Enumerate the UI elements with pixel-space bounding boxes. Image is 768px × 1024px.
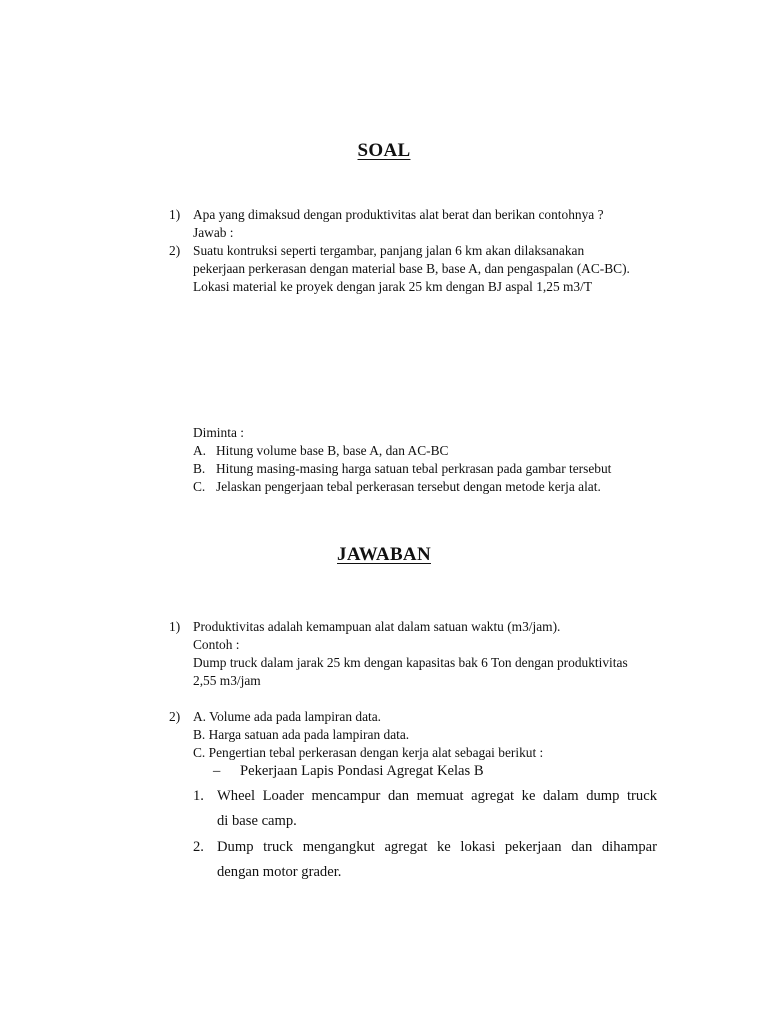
answer-1-line: 2,55 m3/jam <box>193 673 261 688</box>
question-1-text: Apa yang dimaksud dengan produktivitas alat berat dan berikan contohnya ? <box>193 207 604 222</box>
answer-2-line: B. Harga satuan ada pada lampiran data. <box>193 727 410 742</box>
soal-title: SOAL <box>357 140 411 161</box>
step-number: 2. <box>193 839 204 855</box>
answer-1-number: 1) <box>169 619 181 634</box>
question-1-jawab-label: Jawab : <box>193 225 234 240</box>
diminta-item-letter: B. <box>193 461 206 476</box>
diminta-item-text: Hitung masing-masing harga satuan tebal perkrasan pada gambar tersebut <box>216 461 612 476</box>
step-line: Dump truck mengangkut agregat ke lokasi pekerjaan dan dihampar <box>217 839 657 855</box>
question-2-line: Suatu kontruksi seperti tergambar, panjang jalan 6 km akan dilaksanakan <box>193 243 585 258</box>
answer-1-line: Dump truck dalam jarak 25 km dengan kapasitas bak 6 Ton dengan produktivitas <box>193 655 628 670</box>
question-2-number: 2) <box>169 243 181 258</box>
answer-1-line: Contoh : <box>193 637 240 652</box>
step-line: di base camp. <box>217 813 297 829</box>
diminta-item-letter: C. <box>193 479 206 494</box>
subheading-text: Pekerjaan Lapis Pondasi Agregat Kelas B <box>240 763 484 779</box>
question-2-line: Lokasi material ke proyek dengan jarak 25 km dengan BJ aspal 1,25 m3/T <box>193 279 593 294</box>
step-number: 1. <box>193 788 204 804</box>
diminta-label: Diminta : <box>193 425 244 440</box>
diminta-item-text: Hitung volume base B, base A, dan AC-BC <box>216 443 449 458</box>
diminta-item-text: Jelaskan pengerjaan tebal perkerasan tersebut dengan metode kerja alat. <box>216 479 601 494</box>
question-2-line: pekerjaan perkerasan dengan material base B, base A, dan pengaspalan (AC-BC). <box>193 261 630 276</box>
answer-2-line: A. Volume ada pada lampiran data. <box>193 709 382 724</box>
answer-2-number: 2) <box>169 709 181 724</box>
answer-2-line: C. Pengertian tebal perkerasan dengan kerja alat sebagai berikut : <box>193 745 544 760</box>
jawaban-title: JAWABAN <box>337 544 431 565</box>
question-1-number: 1) <box>169 207 181 222</box>
subheading-dash: – <box>213 763 221 779</box>
answer-1-line: Produktivitas adalah kemampuan alat dalam satuan waktu (m3/jam). <box>193 619 561 634</box>
step-line: Wheel Loader mencampur dan memuat agregat ke dalam dump truck <box>217 788 657 804</box>
diminta-item-letter: A. <box>193 443 207 458</box>
step-line: dengan motor grader. <box>217 864 342 880</box>
